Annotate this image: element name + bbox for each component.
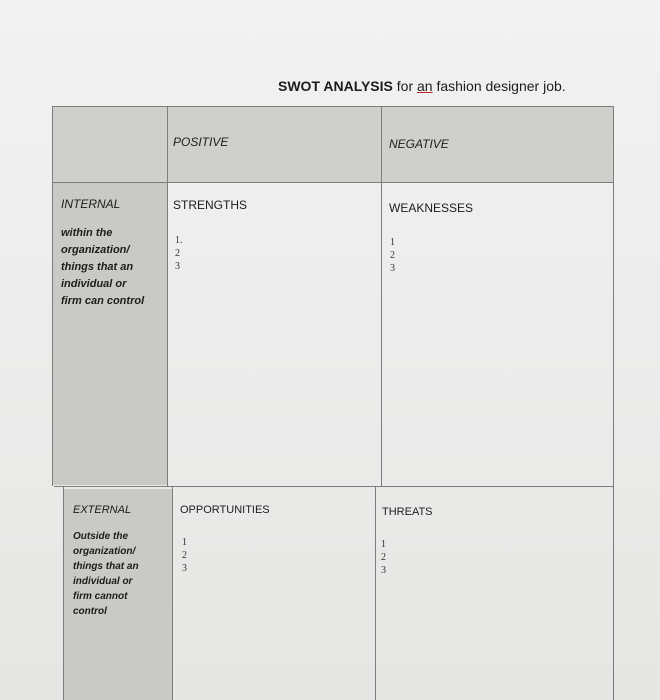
weaknesses-item: 3 — [390, 263, 395, 274]
weaknesses-item: 1 — [390, 237, 395, 248]
title-rest: fashion designer job. — [436, 78, 566, 94]
grid-line-col2 — [381, 106, 382, 487]
external-label: EXTERNAL — [73, 504, 132, 516]
opportunities-list — [182, 536, 187, 575]
weaknesses-label: WEAKNESSES — [389, 201, 474, 215]
weaknesses-list — [390, 236, 395, 275]
header-negative: NEGATIVE — [389, 137, 449, 151]
title-an: an — [417, 78, 433, 94]
header-positive: POSITIVE — [173, 135, 229, 149]
grid-line-col2-lower — [375, 487, 376, 700]
header-row — [53, 107, 613, 183]
page-title — [278, 78, 566, 94]
strengths-list — [175, 234, 183, 273]
internal-description: within the organization/ things that an individual or firm can control — [61, 227, 145, 307]
grid-line-right — [613, 106, 614, 700]
threats-list — [381, 538, 386, 577]
threats-item: 1 — [381, 539, 386, 550]
grid-line-left — [52, 106, 53, 486]
threats-item: 3 — [381, 565, 386, 576]
grid-line-col1-lower — [172, 487, 173, 700]
opportunities-item: 2 — [182, 550, 187, 561]
opportunities-item: 3 — [182, 563, 187, 574]
threats-item: 2 — [381, 552, 386, 563]
opportunities-item: 1 — [182, 537, 187, 548]
strengths-item: 1. — [175, 235, 183, 246]
grid-line-left-lower — [63, 487, 64, 700]
grid-line-col1 — [167, 106, 168, 487]
title-bold: SWOT ANALYSIS — [278, 78, 393, 94]
weaknesses-item: 2 — [390, 250, 395, 261]
title-for: for — [396, 78, 414, 94]
swot-table — [47, 103, 617, 700]
threats-label: THREATS — [382, 506, 433, 518]
grid-line-top — [52, 106, 614, 107]
grid-line-middle — [54, 486, 614, 487]
strengths-item: 3 — [175, 261, 180, 272]
opportunities-label: OPPORTUNITIES — [180, 504, 270, 516]
strengths-label: STRENGTHS — [173, 198, 248, 212]
strengths-item: 2 — [175, 248, 180, 259]
internal-label: INTERNAL — [61, 197, 121, 211]
external-description: Outside the organization/ things that an individual or firm cannot control — [73, 531, 139, 617]
grid-line-header — [52, 182, 614, 183]
